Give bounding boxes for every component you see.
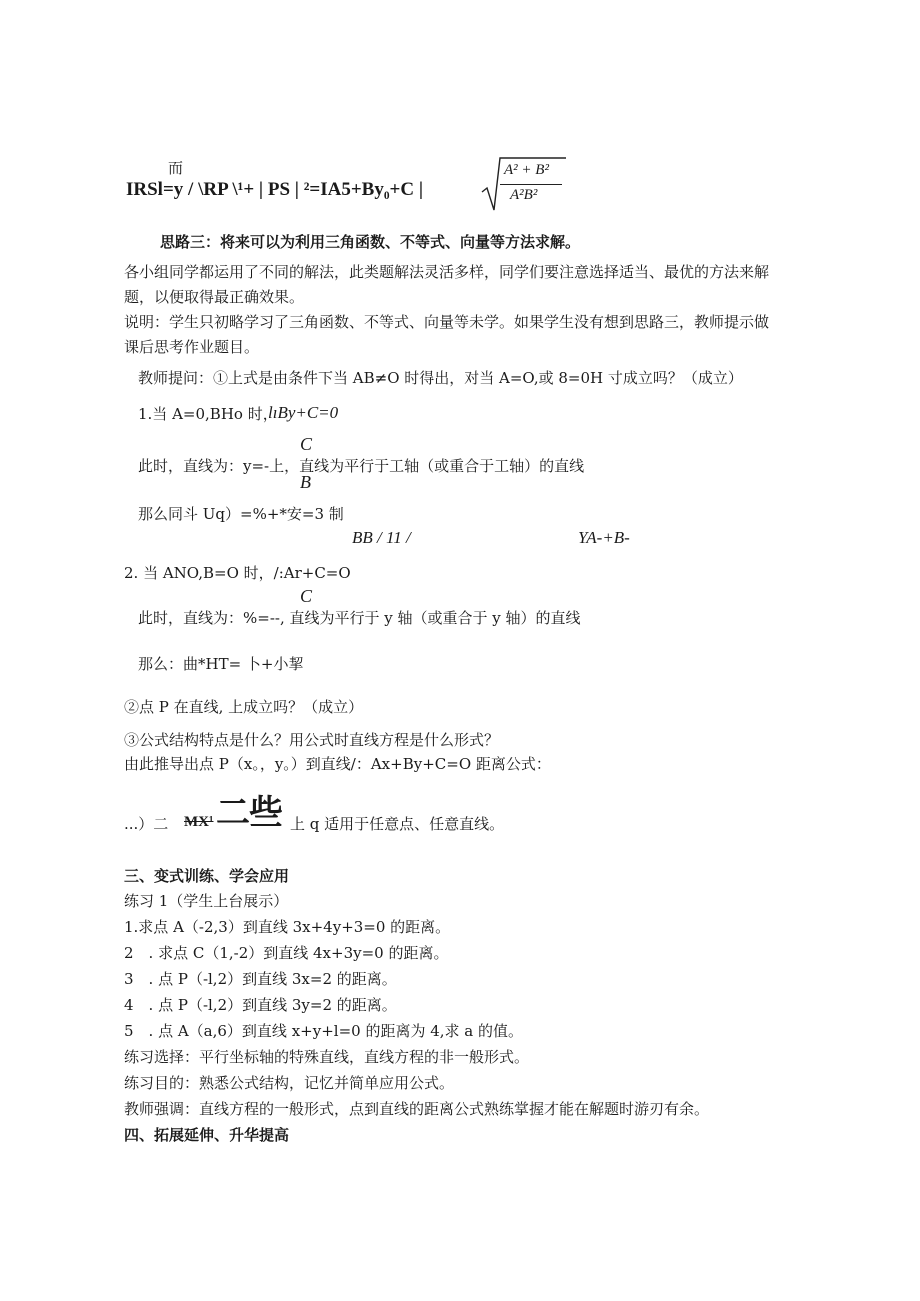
sqrt-fraction	[478, 154, 568, 214]
text-line: 题，以便取得最正确效果。	[124, 288, 305, 306]
text-line: 1.当 A=0,BHo 时，	[138, 405, 278, 423]
section-heading: 思路三：将来可以为利用三角函数、不等式、向量等方法求解。	[160, 233, 581, 251]
text-line: 而	[168, 159, 184, 177]
text-line: 练习选择：平行坐标轴的特殊直线，直线方程的非一般形式。	[124, 1048, 530, 1066]
exercise-item: 4 . 点 P（-l,2）到直线 3y=2 的距离。	[124, 996, 397, 1014]
section-heading: 四、拓展延伸、升华提高	[124, 1126, 290, 1144]
text-line: 那么同斗 Uq）=%+*安=3 制	[138, 505, 344, 523]
exercise-item: 5 . 点 A（a,6）到直线 x+y+l=0 的距离为 4,求 a 的值。	[124, 1022, 524, 1040]
fraction-bar	[500, 184, 562, 185]
fraction-denominator: A²B²	[510, 187, 538, 203]
text-line: 2. 当 ANO,B=O 时，/:Ar+C=O	[124, 564, 351, 582]
formula-line: IRSl=y / \RP \¹+ | PS | ²=IA5+By₀+C |	[126, 179, 424, 200]
formula-inline: BB / 11 /	[352, 528, 411, 547]
fraction-numerator: A² + B²	[504, 162, 549, 178]
text-line: 上 q 适用于任意点、任意直线。	[290, 815, 505, 833]
formula-inline: lıBy+C=0	[268, 403, 339, 422]
formula-inline: MX¹	[184, 814, 214, 830]
formula-inline: C	[300, 434, 313, 454]
text-line: 那么：曲*HT= 卜+小挈	[138, 655, 304, 673]
text-line: 练习目的：熟悉公式结构，记忆并简单应用公式。	[124, 1074, 455, 1092]
text-line: 此时，直线为：y=-上，直线为平行于工轴（或重合于工轴）的直线	[138, 457, 585, 475]
formula-inline: B	[300, 472, 311, 492]
text-line: 教师提问：①上式是由条件下当 AB≠O 时得出，对当 A=O,或 8=0H 寸成立吗？（成立）	[138, 369, 743, 387]
text-line: 教师强调：直线方程的一般形式，点到直线的距离公式熟练掌握才能在解题时游刃有余。	[124, 1100, 710, 1118]
text-line: 说明：学生只初略学习了三角函数、不等式、向量等未学。如果学生没有想到思路三，教师提示做	[124, 313, 770, 331]
text-line: 练习 1（学生上台展示）	[124, 892, 289, 910]
text-line: ...）二	[124, 815, 169, 833]
section-heading: 三、变式训练、学会应用	[124, 867, 290, 885]
exercise-item: 3 . 点 P（-l,2）到直线 3x=2 的距离。	[124, 970, 397, 988]
text-line: 此时，直线为：%=--, 直线为平行于 y 轴（或重合于 y 轴）的直线	[138, 609, 581, 627]
text-line: 课后思考作业题目。	[124, 338, 260, 356]
exercise-item: 2 . 求点 C（1,-2）到直线 4x+3y=0 的距离。	[124, 944, 449, 962]
formula-glyph: 二些	[216, 793, 282, 833]
exercise-item: 1.求点 A（-2,3）到直线 3x+4y+3=0 的距离。	[124, 918, 451, 936]
text-line: 由此推导出点 P（x。，y。）到直线/：Ax+By+C=O 距离公式：	[124, 755, 551, 773]
formula-inline: C	[300, 586, 313, 606]
text-line: ②点 P 在直线, 上成立吗？（成立）	[124, 698, 364, 716]
text-line: 各小组同学都运用了不同的解法，此类题解法灵活多样，同学们要注意选择适当、最优的方法来解	[124, 263, 770, 281]
text-line: ③公式结构特点是什么？用公式时直线方程是什么形式？	[124, 731, 500, 749]
formula-inline: YA-+B-	[578, 528, 630, 547]
